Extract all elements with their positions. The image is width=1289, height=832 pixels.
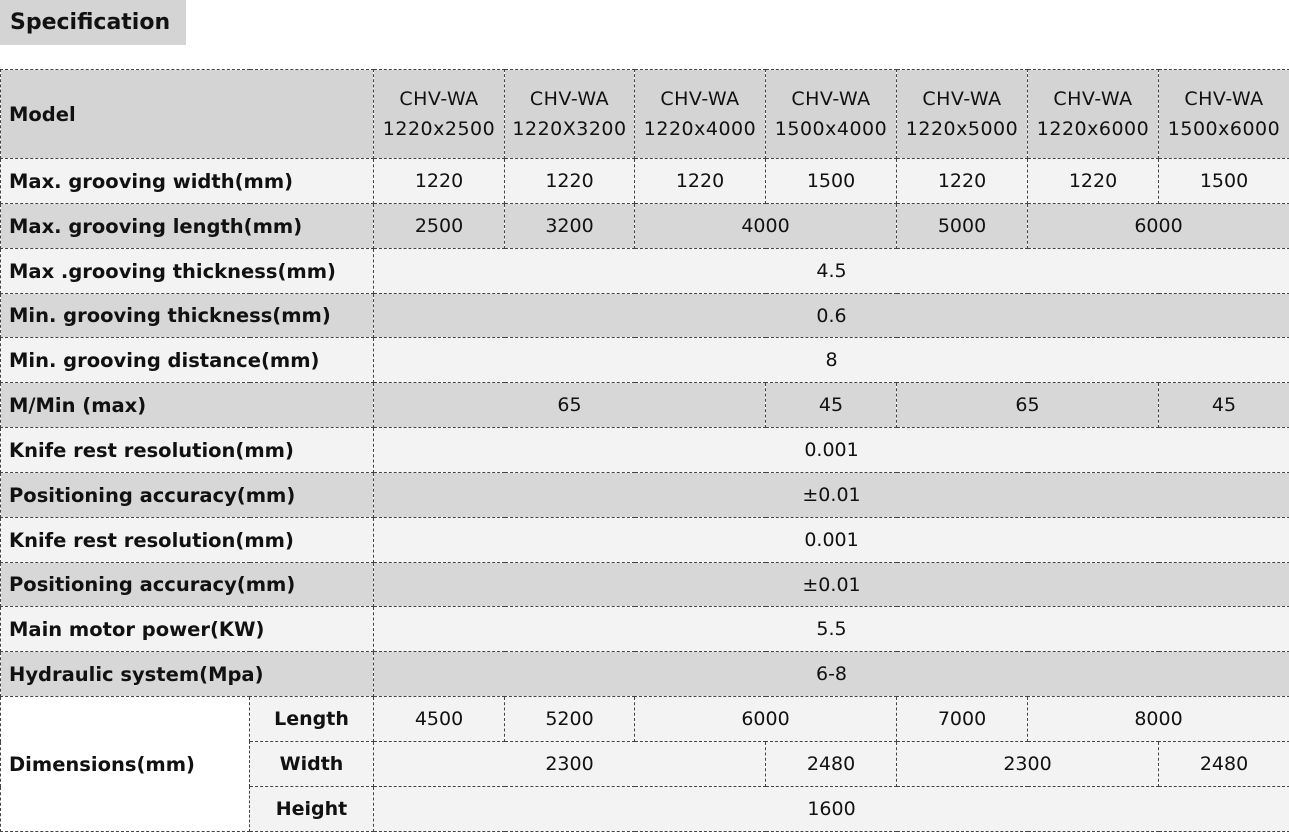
row-label: Max. grooving length(mm) bbox=[1, 204, 374, 249]
dimension-sub-label: Height bbox=[250, 787, 374, 832]
table-row bbox=[1, 428, 1289, 473]
row-label: M/Min (max) bbox=[1, 383, 374, 428]
value-cell: 1220 bbox=[635, 159, 766, 204]
table-row bbox=[1, 383, 1289, 428]
model-cell: CHV-WA 1500x4000 bbox=[766, 70, 897, 159]
value-cell: 5.5 bbox=[374, 607, 1289, 652]
row-label: Knife rest resolution(mm) bbox=[1, 428, 374, 473]
row-label: Min. grooving distance(mm) bbox=[1, 338, 374, 383]
dimensions-label: Dimensions(mm) bbox=[1, 697, 250, 832]
value-cell: 2500 bbox=[374, 204, 505, 249]
value-cell: 6-8 bbox=[374, 652, 1289, 697]
specification-table bbox=[0, 69, 1289, 832]
value-cell: 4.5 bbox=[374, 249, 1289, 294]
table-row bbox=[1, 518, 1289, 563]
model-cell: CHV-WA 1500x6000 bbox=[1159, 70, 1289, 159]
table-row bbox=[1, 294, 1289, 338]
value-cell: 65 bbox=[897, 383, 1159, 428]
model-cell: CHV-WA 1220X3200 bbox=[505, 70, 635, 159]
value-cell: 1220 bbox=[897, 159, 1028, 204]
value-cell: 2480 bbox=[766, 742, 897, 787]
value-cell: 4000 bbox=[635, 204, 897, 249]
model-cell: CHV-WA 1220x2500 bbox=[374, 70, 505, 159]
value-cell: 0.001 bbox=[374, 518, 1289, 563]
value-cell: 1600 bbox=[374, 787, 1289, 832]
model-cell: CHV-WA 1220x4000 bbox=[635, 70, 766, 159]
row-label: Positioning accuracy(mm) bbox=[1, 473, 374, 518]
value-cell: 0.001 bbox=[374, 428, 1289, 473]
model-row bbox=[1, 70, 1289, 159]
value-cell: 45 bbox=[766, 383, 897, 428]
value-cell: 7000 bbox=[897, 697, 1028, 742]
value-cell: 1220 bbox=[374, 159, 505, 204]
table-row bbox=[1, 204, 1289, 249]
row-label: Min. grooving thickness(mm) bbox=[1, 294, 374, 338]
value-cell: 6000 bbox=[635, 697, 897, 742]
value-cell: 45 bbox=[1159, 383, 1289, 428]
row-label: Hydraulic system(Mpa) bbox=[1, 652, 374, 697]
value-cell: 1220 bbox=[505, 159, 635, 204]
table-row bbox=[1, 249, 1289, 294]
table-row bbox=[1, 563, 1289, 607]
value-cell: 2300 bbox=[897, 742, 1159, 787]
dimension-sub-label: Length bbox=[250, 697, 374, 742]
row-label: Max. grooving width(mm) bbox=[1, 159, 374, 204]
value-cell: 1500 bbox=[766, 159, 897, 204]
value-cell: 5200 bbox=[505, 697, 635, 742]
row-label: Main motor power(KW) bbox=[1, 607, 374, 652]
table-row bbox=[1, 473, 1289, 518]
value-cell: 65 bbox=[374, 383, 766, 428]
page-title: Specification bbox=[0, 0, 186, 45]
row-label: Max .grooving thickness(mm) bbox=[1, 249, 374, 294]
value-cell: 2300 bbox=[374, 742, 766, 787]
value-cell: 6000 bbox=[1028, 204, 1289, 249]
model-cell: CHV-WA 1220x5000 bbox=[897, 70, 1028, 159]
value-cell: ±0.01 bbox=[374, 563, 1289, 607]
value-cell: ±0.01 bbox=[374, 473, 1289, 518]
model-label: Model bbox=[1, 70, 374, 159]
row-label: Knife rest resolution(mm) bbox=[1, 518, 374, 563]
value-cell: 4500 bbox=[374, 697, 505, 742]
dimension-sub-label: Width bbox=[250, 742, 374, 787]
table-row bbox=[1, 652, 1289, 697]
table-row bbox=[1, 159, 1289, 204]
table-row bbox=[1, 607, 1289, 652]
value-cell: 5000 bbox=[897, 204, 1028, 249]
value-cell: 1500 bbox=[1159, 159, 1289, 204]
table-row bbox=[1, 697, 1289, 742]
value-cell: 2480 bbox=[1159, 742, 1289, 787]
row-label: Positioning accuracy(mm) bbox=[1, 563, 374, 607]
value-cell: 8000 bbox=[1028, 697, 1289, 742]
value-cell: 1220 bbox=[1028, 159, 1159, 204]
value-cell: 8 bbox=[374, 338, 1289, 383]
value-cell: 3200 bbox=[505, 204, 635, 249]
value-cell: 0.6 bbox=[374, 294, 1289, 338]
table-row bbox=[1, 338, 1289, 383]
model-cell: CHV-WA 1220x6000 bbox=[1028, 70, 1159, 159]
